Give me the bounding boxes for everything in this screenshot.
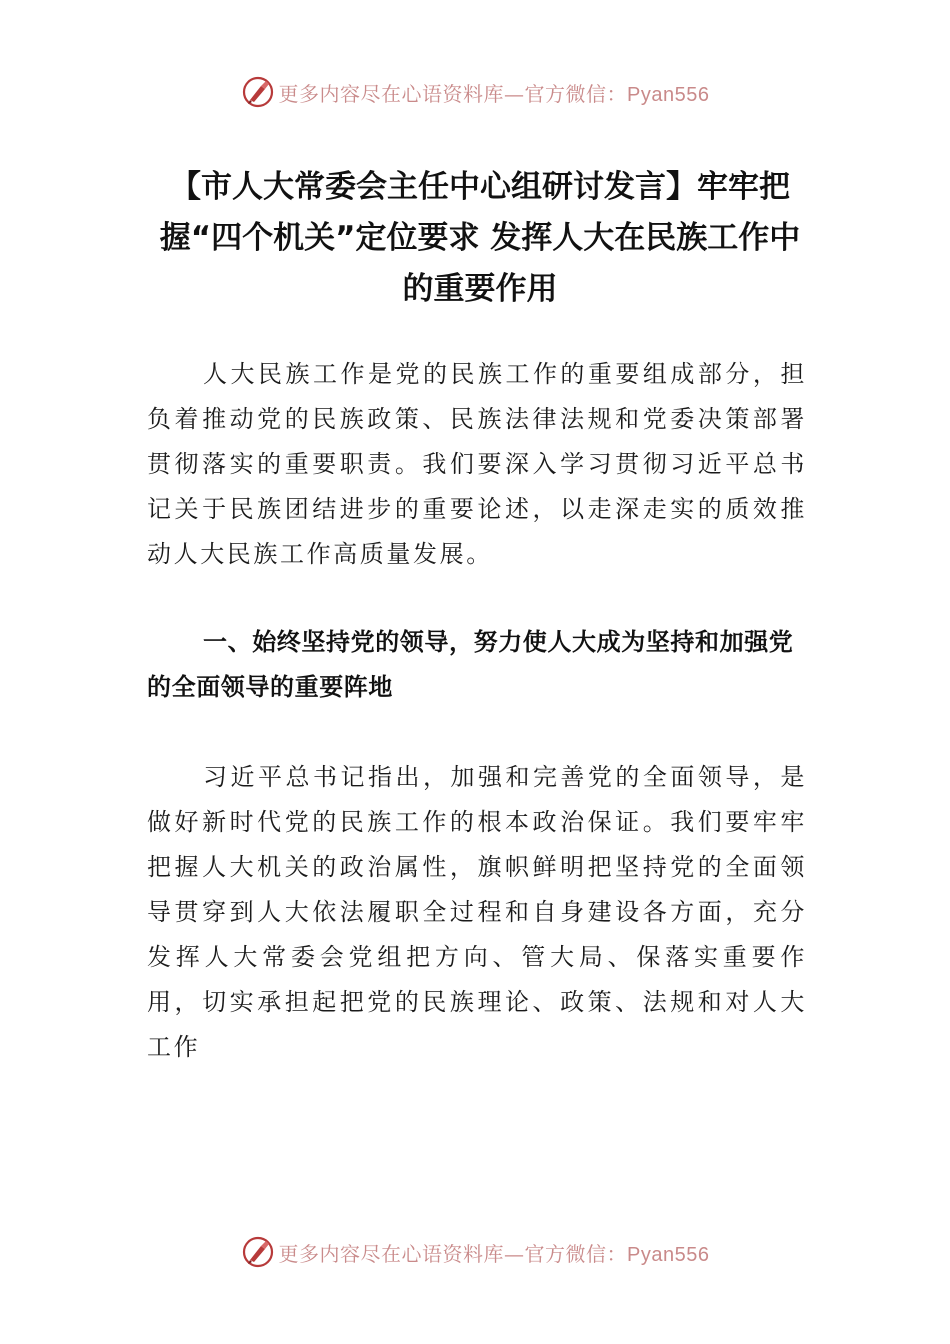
section-heading-1: 一、始终坚持党的领导，努力使人大成为坚持和加强党的全面领导的重要阵地 xyxy=(147,628,794,701)
footer-watermark xyxy=(0,1232,950,1272)
watermark-text: 更多内容尽在心语资料库—官方微信：Pyan556 xyxy=(278,1241,710,1266)
body-paragraph-1: 人大民族工作是党的民族工作的重要组成部分，担负着推动党的民族政策、民族法律法规和党委决策部署贯彻落实的重要职责。我们要深入学习贯彻习近平总书记关于民族团结进步的重要论述，以走深走实的质效推动人大民族工作高质量发展。 xyxy=(147,360,807,568)
watermark-wechat-id: Pyan556 xyxy=(627,83,710,106)
header-watermark xyxy=(0,72,950,112)
body-paragraph-2: 习近平总书记指出，加强和完善党的全面领导，是做好新时代党的民族工作的根本政治保证。我们要牢牢把握人大机关的政治属性，旗帜鲜明把坚持党的全面领导贯穿到人大依法履职全过程和自身建设各方面，充分发挥人大常委会党组把方向、管大局、保落实重要作用，切实承担起把党的民族理论、政策、法规和对人大工作 xyxy=(147,763,807,1061)
watermark-text: 更多内容尽在心语资料库—官方微信：Pyan556 xyxy=(278,81,710,106)
watermark-wechat-id: Pyan556 xyxy=(627,1243,710,1266)
document-title: 【市人大常委会主任中心组研讨发言】牢牢把握“四个机关”定位要求 发挥人大在民族工作中的重要作用 xyxy=(159,169,801,307)
pen-nib-logo-icon xyxy=(241,1235,275,1269)
pen-nib-logo-icon xyxy=(241,75,275,109)
